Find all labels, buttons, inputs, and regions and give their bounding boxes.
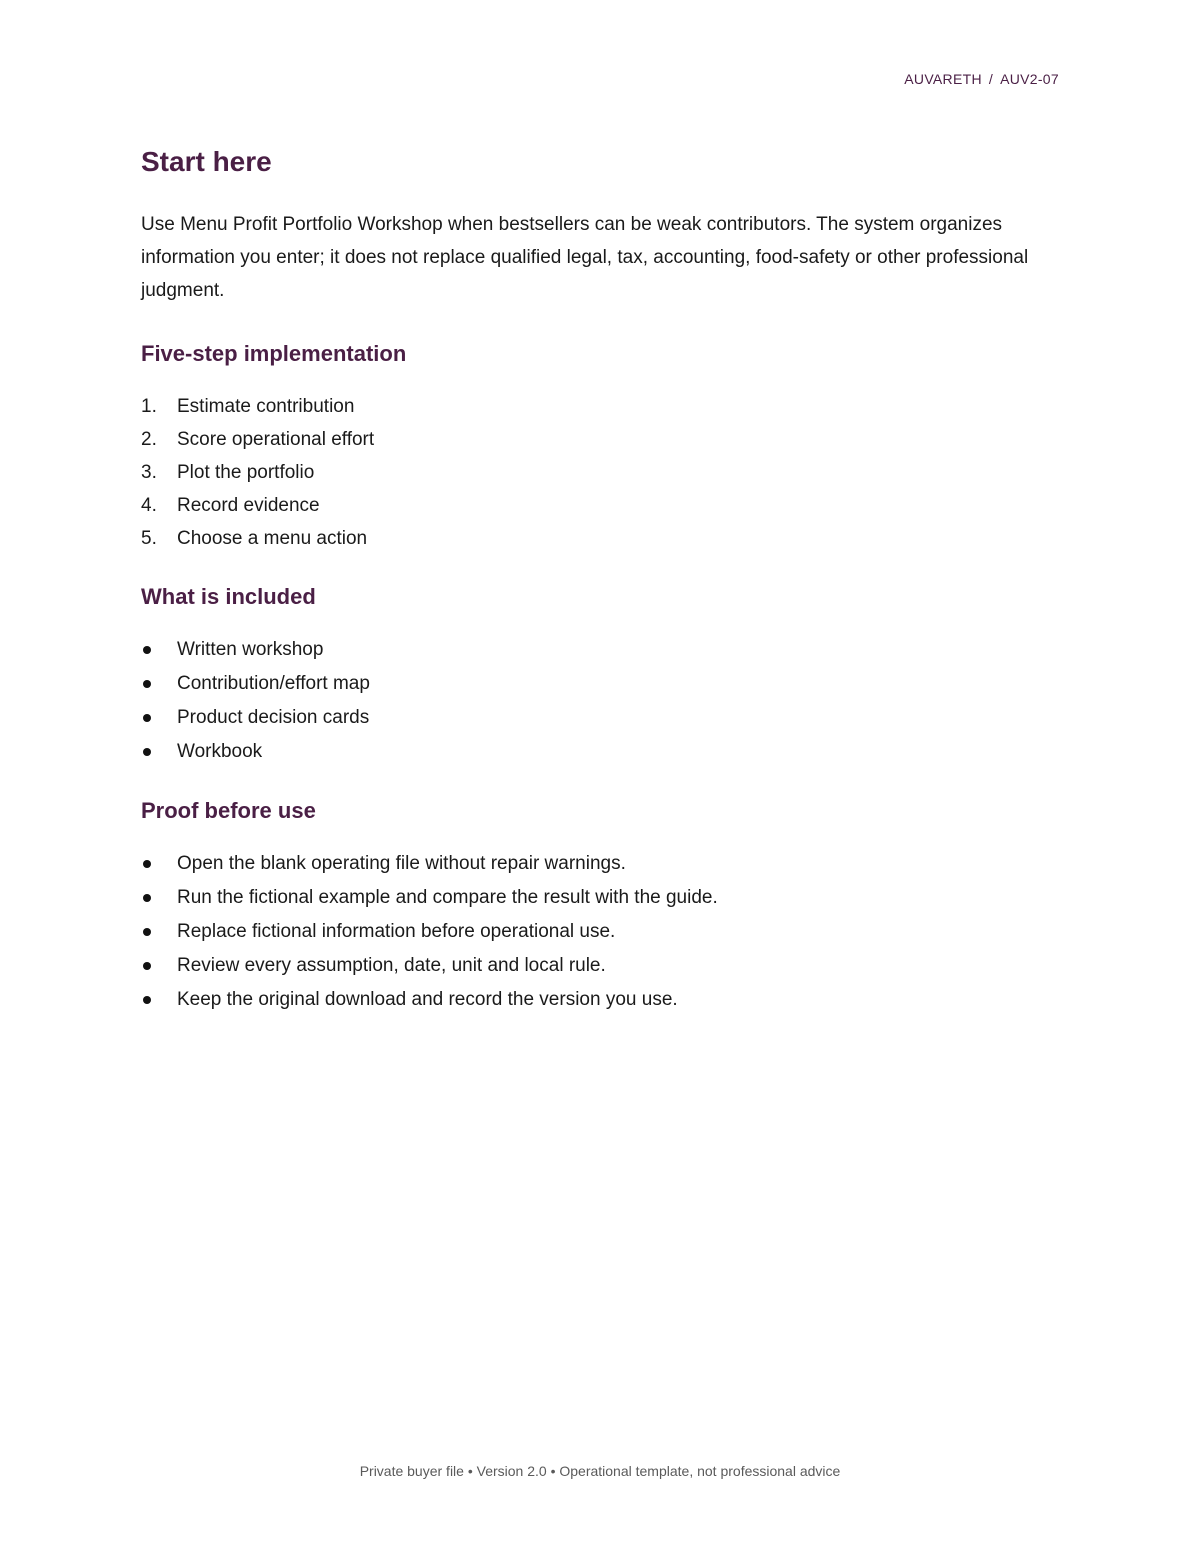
proof-item-text: Review every assumption, date, unit and local rule.	[177, 955, 606, 976]
step-text: Plot the portfolio	[177, 462, 315, 483]
step-text: Record evidence	[177, 495, 320, 516]
bullet-icon	[143, 646, 151, 654]
included-heading: What is included	[141, 584, 316, 609]
step-item	[141, 489, 1061, 522]
included-item-text: Written workshop	[177, 639, 324, 660]
bullet-icon	[143, 860, 151, 868]
step-item	[141, 456, 1061, 489]
step-number: 4.	[141, 495, 157, 516]
proof-item	[141, 915, 1061, 949]
proof-item-text: Open the blank operating file without repair warnings.	[177, 853, 626, 874]
included-item-text: Product decision cards	[177, 707, 370, 728]
step-text: Estimate contribution	[177, 396, 355, 417]
bullet-icon	[143, 680, 151, 688]
bullet-icon	[143, 996, 151, 1004]
header-separator: /	[988, 71, 994, 87]
included-item-text: Workbook	[177, 741, 263, 762]
included-item	[141, 701, 1061, 735]
steps-list	[141, 390, 1061, 555]
included-list	[141, 633, 1061, 769]
proof-item	[141, 983, 1061, 1017]
proof-item-text: Keep the original download and record the version you use.	[177, 989, 678, 1010]
included-item	[141, 667, 1061, 701]
step-text: Choose a menu action	[177, 528, 368, 549]
bullet-icon	[143, 928, 151, 936]
step-number: 3.	[141, 462, 157, 483]
proof-heading: Proof before use	[141, 798, 316, 823]
step-item	[141, 390, 1061, 423]
step-number: 2.	[141, 429, 157, 450]
steps-heading: Five-step implementation	[141, 341, 407, 366]
proof-list	[141, 847, 1061, 1017]
page-header	[904, 71, 1059, 87]
intro-paragraph: Use Menu Profit Portfolio Workshop when bestsellers can be weak contributors. The system organizes information you enter; it does not replace qualified legal, tax, accounting, food-safety or other professional judgment.	[141, 214, 1029, 301]
proof-item-text: Run the fictional example and compare the result with the guide.	[177, 887, 718, 908]
bullet-icon	[143, 748, 151, 756]
page-footer: Private buyer file • Version 2.0 • Operational template, not professional advice	[359, 1463, 841, 1479]
step-text: Score operational effort	[177, 429, 375, 450]
proof-item	[141, 881, 1061, 915]
included-item-text: Contribution/effort map	[177, 673, 370, 694]
step-number: 5.	[141, 528, 157, 549]
header-brand: AUVARETH	[904, 71, 982, 87]
bullet-icon	[143, 894, 151, 902]
document-body	[141, 140, 1061, 1017]
page-title: Start here	[141, 146, 272, 177]
step-item	[141, 522, 1061, 555]
proof-item-text: Replace fictional information before operational use.	[177, 921, 616, 942]
included-item	[141, 735, 1061, 769]
bullet-icon	[143, 714, 151, 722]
proof-item	[141, 847, 1061, 881]
proof-item	[141, 949, 1061, 983]
step-number: 1.	[141, 396, 157, 417]
header-code: AUV2-07	[1000, 71, 1059, 87]
bullet-icon	[143, 962, 151, 970]
included-item	[141, 633, 1061, 667]
step-item	[141, 423, 1061, 456]
